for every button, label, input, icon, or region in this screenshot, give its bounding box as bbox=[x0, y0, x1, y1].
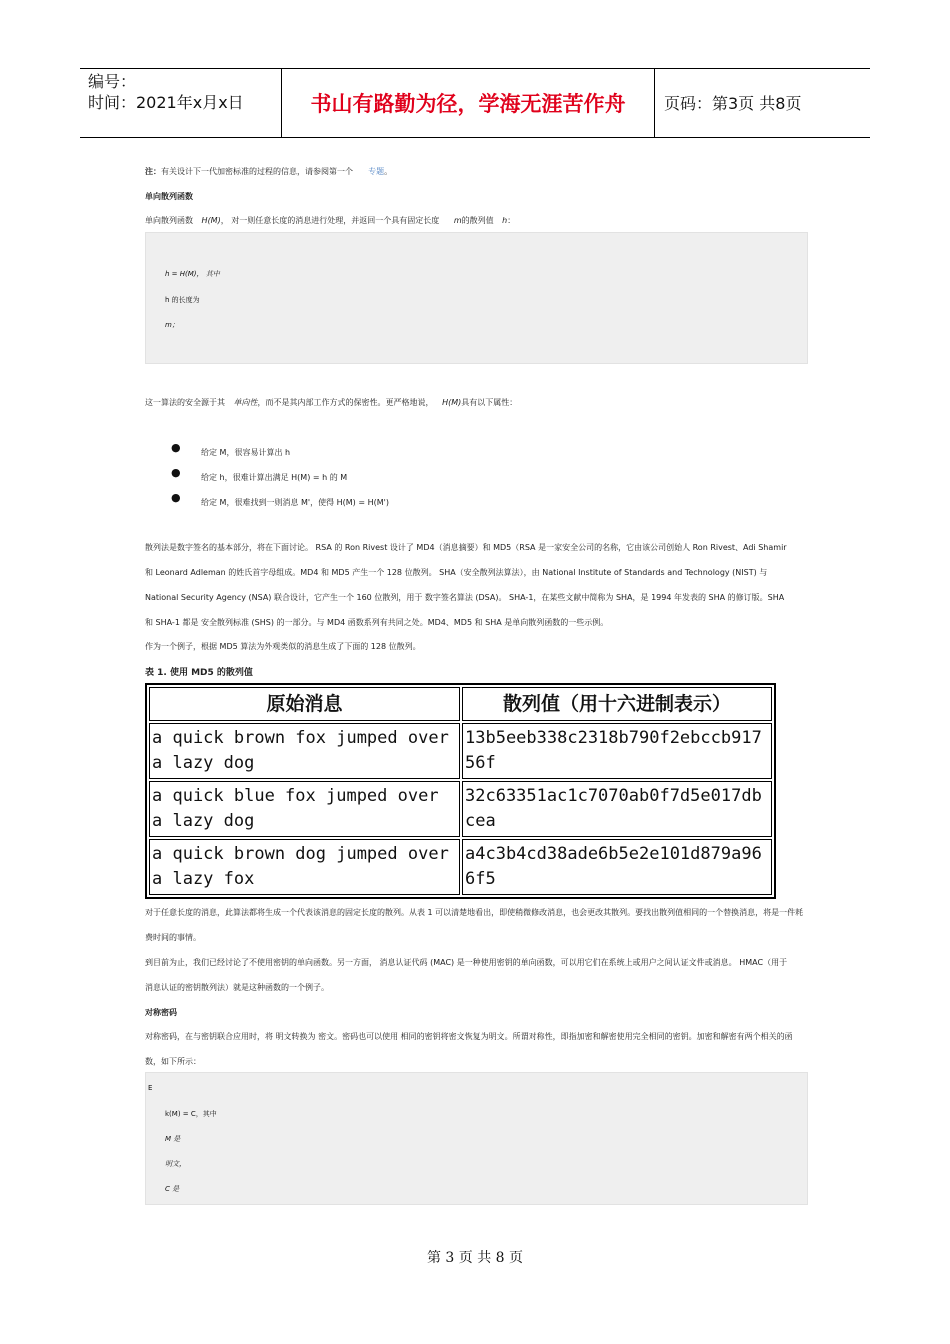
page-indicator: 页码：第3页 共8页 bbox=[664, 94, 802, 113]
security-paragraph bbox=[145, 397, 517, 408]
table-header-row bbox=[149, 687, 772, 721]
header-divider bbox=[654, 69, 655, 137]
md5-table bbox=[145, 683, 776, 899]
intro-text: ， 对一则任意长度的消息进行处理，并返回一个具有固定长度 bbox=[220, 216, 440, 225]
column-header: 散列值（用十六进制表示） bbox=[462, 687, 772, 721]
document-header bbox=[80, 68, 870, 138]
formula-line: k(M) = C，其中 bbox=[165, 1110, 217, 1118]
intro-text: 单向散列函数 bbox=[145, 216, 193, 225]
bullet-icon: ● bbox=[171, 491, 181, 504]
formula-line: h 的长度为 bbox=[165, 296, 200, 304]
header-motto: 书山有路勤为径，学海无涯苦作舟 bbox=[310, 92, 626, 116]
column-header: 原始消息 bbox=[149, 687, 460, 721]
formula-line: C 是 bbox=[165, 1185, 180, 1193]
table-caption: 表 1. 使用 MD5 的散列值 bbox=[145, 668, 253, 678]
intro-hm: H(M) bbox=[201, 216, 221, 225]
note-prefix: 注： bbox=[145, 167, 161, 176]
intro-h: h bbox=[502, 216, 508, 225]
intro-text: ： bbox=[507, 216, 516, 225]
page-footer: 第 3 页 共 8 页 bbox=[426, 1250, 524, 1266]
table-row bbox=[149, 839, 772, 895]
hash-formula-box bbox=[145, 232, 808, 364]
formula-line: M 是 bbox=[165, 1135, 181, 1143]
oneway-term: 单向性 bbox=[233, 398, 258, 407]
security-hm: H(M) bbox=[442, 398, 462, 407]
message-cell: a quick blue fox jumped over a lazy dog bbox=[149, 781, 460, 837]
paragraph-line: 数，如下所示： bbox=[145, 1057, 201, 1066]
formula-line: m； bbox=[165, 321, 179, 329]
number-label: 编号： bbox=[88, 72, 137, 91]
bullet-icon: ● bbox=[171, 466, 181, 479]
paragraph-line: 费时间的事情。 bbox=[145, 933, 201, 942]
table-row bbox=[149, 723, 772, 779]
paragraph-line: 对称密码，在与密钥联合应用时，将 明文转换为 密文。密码也可以使用 相同的密钥将密文恢复为明文。所谓对称性，即指加密和解密使用完全相同的密钥。加密和解密有两个相关的函 bbox=[145, 1032, 793, 1041]
security-text: 具有以下属性： bbox=[461, 398, 518, 407]
message-cell: a quick brown fox jumped over a lazy dog bbox=[149, 723, 460, 779]
hash-cell: 13b5eeb338c2318b790f2ebccb91756f bbox=[462, 723, 772, 779]
paragraph-line: 散列法是数字签名的基本部分，将在下面讨论。 RSA 的 Ron Rivest 设计了 MD4（消息摘要）和 MD5（RSA 是一家安全公司的名称，它由该公司创始人 Ron Rivest、Adi Shamir bbox=[145, 543, 787, 552]
table-row bbox=[149, 781, 772, 837]
note-suffix: 。 bbox=[384, 167, 393, 176]
bullet-icon: ● bbox=[171, 441, 181, 454]
paragraph-line: 消息认证的密钥散列法）就是这种函数的一个例子。 bbox=[145, 983, 329, 992]
security-text: 这一算法的安全源于其 bbox=[145, 398, 225, 407]
note-text: 有关设计下一代加密标准的过程的信息，请参阅第一个 bbox=[161, 167, 353, 176]
list-item: 给定 M，很容易计算出 h bbox=[201, 448, 291, 457]
formula-line: h = H(M)， 其中 bbox=[165, 270, 220, 278]
hash-cell: 32c63351ac1c7070ab0f7d5e017dbcea bbox=[462, 781, 772, 837]
paragraph-line: 作为一个例子，根据 MD5 算法为外观类似的消息生成了下面的 128 位散列。 bbox=[145, 642, 421, 651]
formula-e: E bbox=[148, 1084, 153, 1092]
date-label: 时间：2021年x月x日 bbox=[88, 93, 244, 112]
hash-intro bbox=[145, 215, 515, 226]
security-text: ，而不是其内部工作方式的保密性。更严格地说， bbox=[257, 398, 434, 407]
topic-link[interactable]: 专题 bbox=[368, 167, 385, 176]
note-line bbox=[145, 166, 392, 177]
section-heading-hash: 单向散列函数 bbox=[145, 192, 193, 201]
paragraph-line: National Security Agency (NSA) 联合设计，它产生一个 160 位散列，用于 数字签名算法 (DSA)。 SHA-1，在某些文献中简称为 SHA，是 1994 年发表的 SHA 的修订版。SHA bbox=[145, 593, 785, 602]
intro-m: m bbox=[453, 216, 462, 225]
header-meta bbox=[88, 71, 244, 113]
formula-line: 明文， bbox=[165, 1160, 186, 1168]
paragraph-line: 和 SHA-1 都是 安全散列标准 (SHS) 的一部分。与 MD4 函数系列有共同之处。MD4、MD5 和 SHA 是单向散列函数的一些示例。 bbox=[145, 618, 609, 627]
hash-cell: a4c3b4cd38ade6b5e2e101d879a966f5 bbox=[462, 839, 772, 895]
list-item: 给定 M，很难找到一则消息 M'，使得 H(M) = H(M') bbox=[201, 498, 389, 507]
cipher-formula-box bbox=[145, 1072, 808, 1205]
section-heading-symmetric: 对称密码 bbox=[145, 1008, 177, 1017]
list-item: 给定 h，很难计算出满足 H(M) = h 的 M bbox=[201, 473, 348, 482]
message-cell: a quick brown dog jumped over a lazy fox bbox=[149, 839, 460, 895]
paragraph-line: 和 Leonard Adleman 的姓氏首字母组成。MD4 和 MD5 产生一个 128 位散列。 SHA（安全散列法算法），由 National Institute of Standards and Technology (NIST) 与 bbox=[145, 568, 768, 577]
intro-text: 的散列值 bbox=[461, 216, 494, 225]
paragraph-line: 到目前为止，我们已经讨论了不使用密钥的单向函数。另一方面， 消息认证代码 (MAC) 是一种使用密钥的单向函数，可以用它们在系统上或用户之间认证文件或消息。 HMAC（用于 bbox=[145, 958, 788, 967]
paragraph-line: 对于任意长度的消息，此算法都将生成一个代表该消息的固定长度的散列。从表 1 可以清楚地看出，即使稍微修改消息，也会更改其散列。要找出散列值相同的一个替换消息，将是一件耗 bbox=[145, 908, 804, 917]
